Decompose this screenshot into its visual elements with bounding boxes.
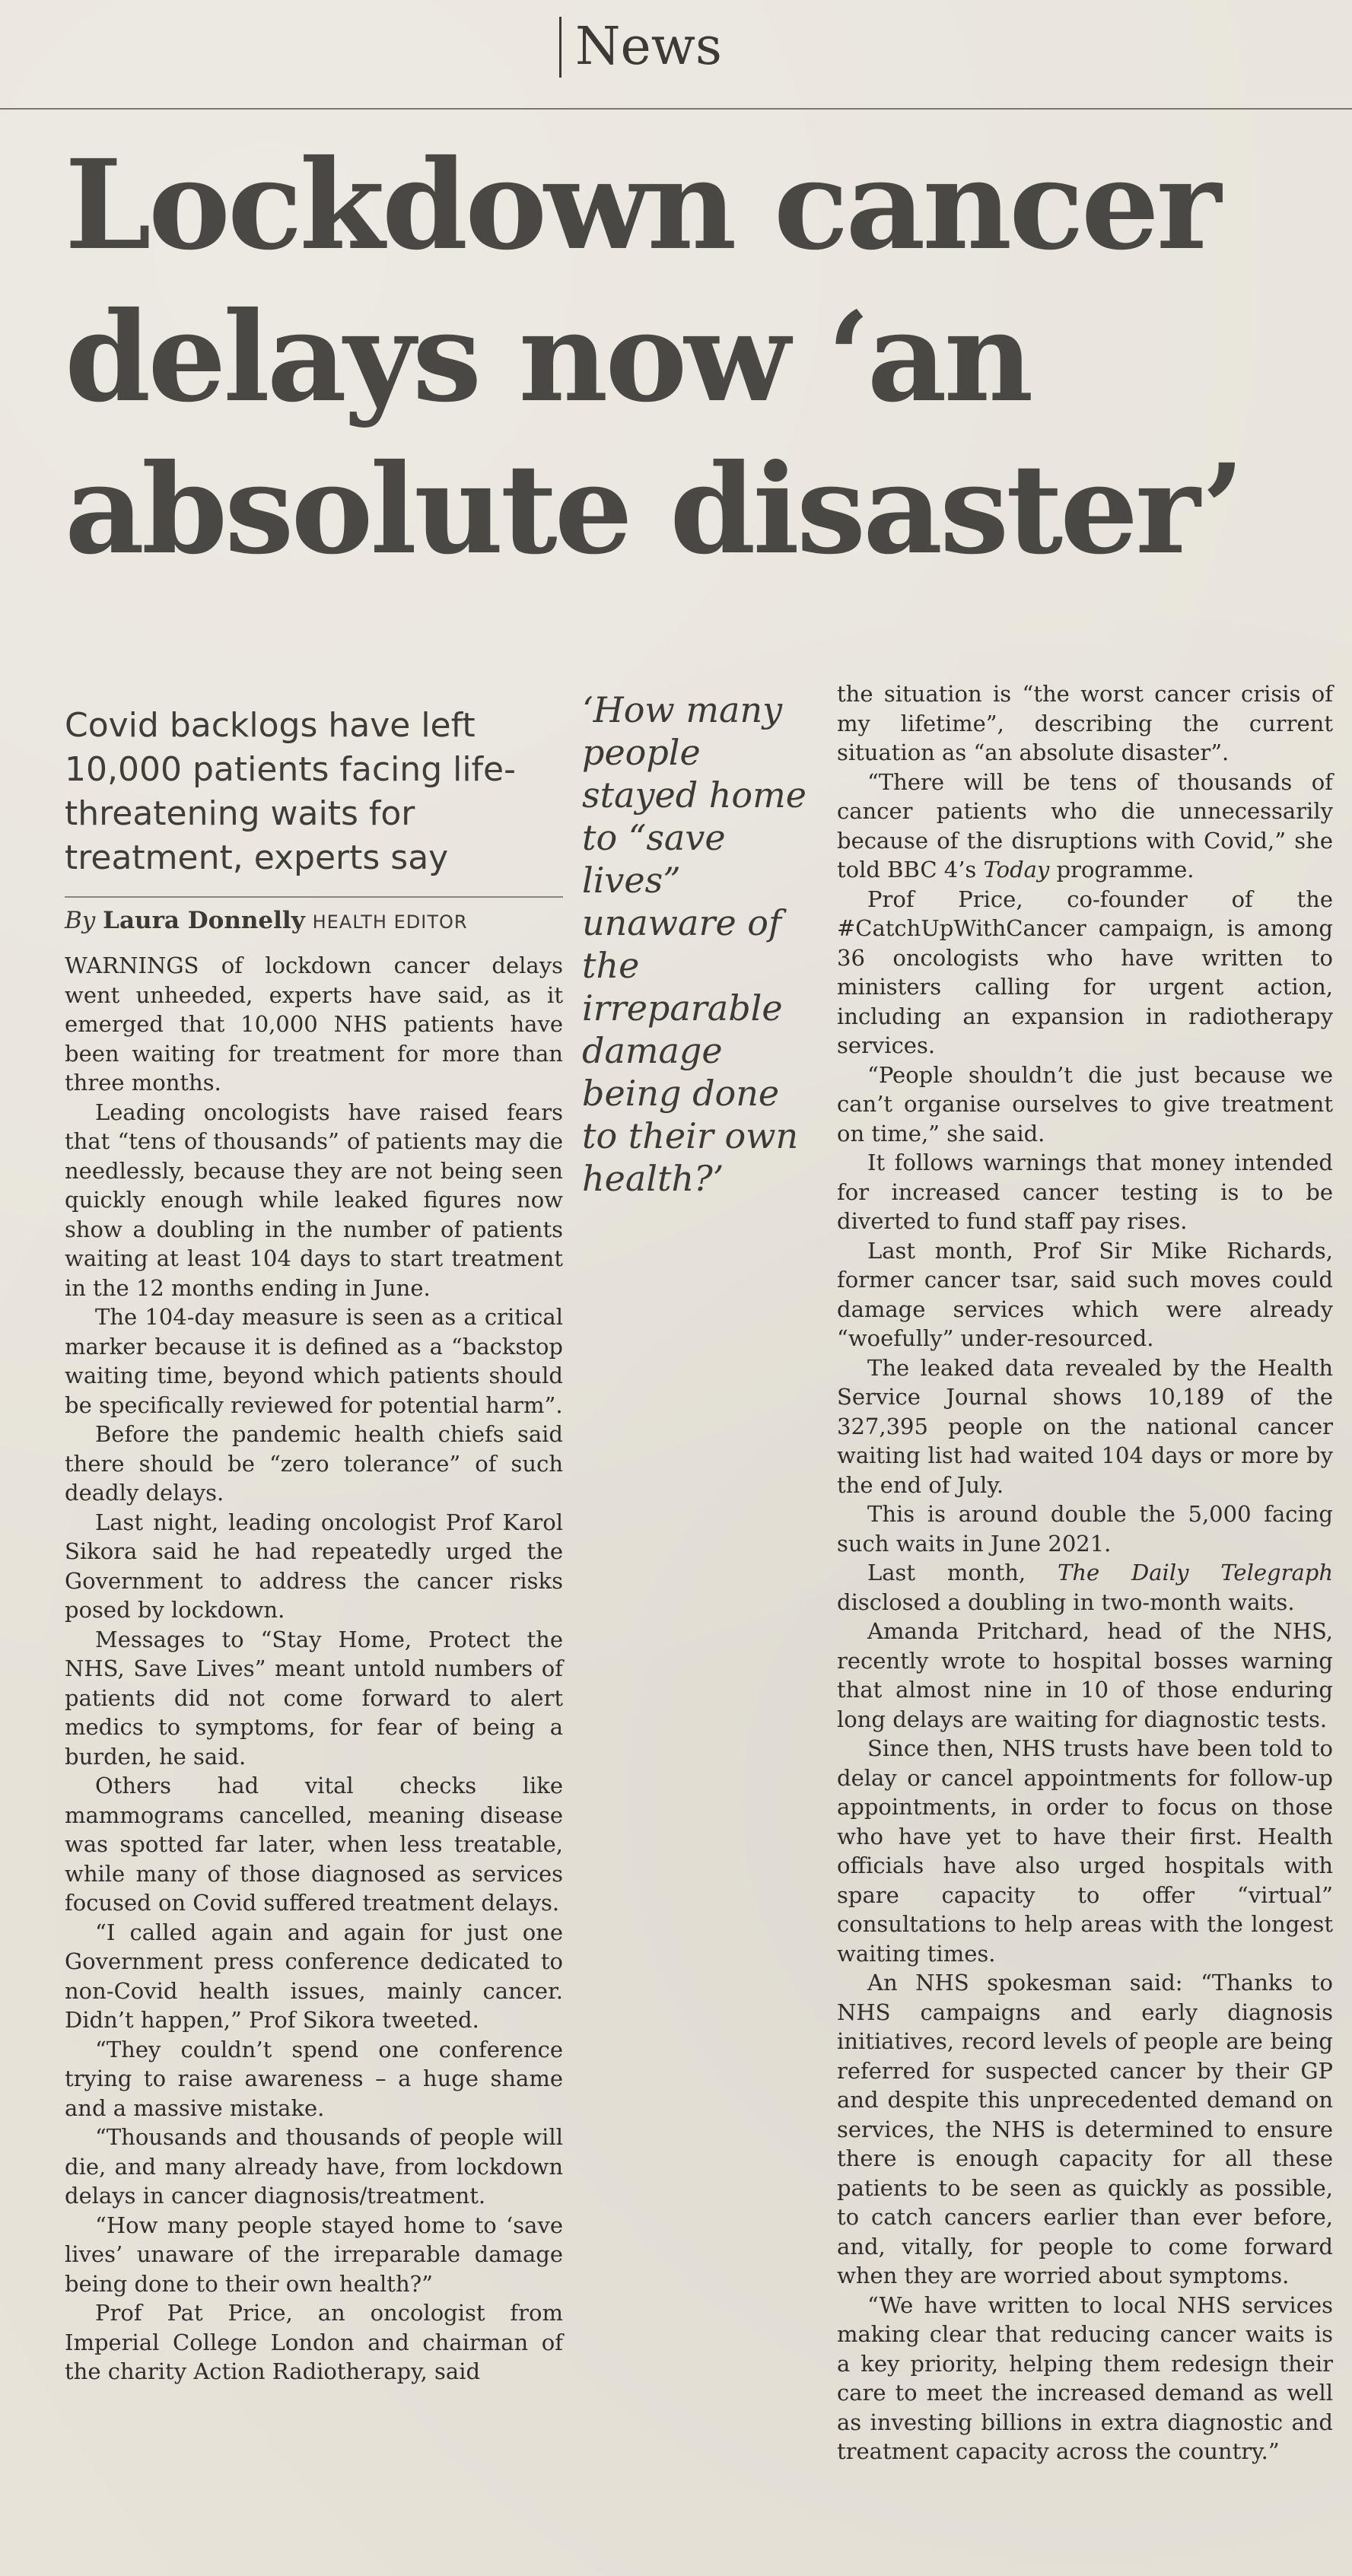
paragraph: The 104-day measure is seen as a critical marker because it is defined as a “backstop waiting time, beyond which patients should be specifically reviewed for potential harm”. bbox=[65, 1304, 563, 1418]
paragraph: Amanda Pritchard, head of the NHS, recently wrote to hospital bosses warning that almost nine in 10 of those enduring long delays are waiting for diagnostic tests. bbox=[837, 1618, 1333, 1732]
programme-name: Today bbox=[983, 857, 1050, 883]
paragraph-text: disclosed a doubling in two-month waits. bbox=[837, 1589, 1295, 1615]
paragraph-text: programme. bbox=[1049, 857, 1195, 883]
header-rule bbox=[0, 108, 1352, 110]
standfirst: Covid backlogs have left 10,000 patients facing life-threatening waits for treatment, experts say bbox=[65, 706, 516, 877]
paragraph: the situation is “the worst cancer crisis of my lifetime”, describing the current situation as “an absolute disaster”. bbox=[837, 681, 1333, 765]
paragraph: Last night, leading oncologist Prof Karol Sikora said he had repeatedly urged the Government to address the cancer risks posed by lockdown. bbox=[65, 1509, 563, 1623]
article-column-1 bbox=[65, 951, 563, 2387]
paragraph: This is around double the 5,000 facing such waits in June 2021. bbox=[837, 1501, 1333, 1557]
newspaper-name: The Daily Telegraph bbox=[1057, 1560, 1333, 1585]
paragraph-text: “There will be tens of thousands of cancer patients who die unnecessarily because of the disruptions with Covid,” she told BBC 4’s bbox=[837, 768, 1333, 883]
article-column-3 bbox=[837, 679, 1333, 2466]
paragraph: Leading oncologists have raised fears that “tens of thousands” of patients may die needlessly, because they are not being seen quickly enough while leaked figures now show a doubling in the number of patients waiting at least 104 days to start treatment in the 12 months ending in June. bbox=[65, 1099, 563, 1301]
paragraph: Others had vital checks like mammograms cancelled, meaning disease was spotted far later, when less treatable, while many of those diagnosed as services focused on Covid suffered treatment delays. bbox=[65, 1773, 563, 1916]
paragraph: “Thousands and thousands of people will die, and many already have, from lockdown delays in cancer diagnosis/treatment. bbox=[65, 2124, 563, 2209]
byline-author: Laura Donnelly bbox=[103, 907, 305, 934]
paragraph: WARNINGS of lockdown cancer delays went unheeded, experts have said, as it emerged that 10,000 NHS patients have been waiting for treatment for more than three months. bbox=[65, 952, 563, 1096]
paragraph: Last month, Prof Sir Mike Richards, former cancer tsar, said such moves could damage services which were already “woefully” under-resourced. bbox=[837, 1237, 1333, 1351]
paragraph: Before the pandemic health chiefs said there should be “zero tolerance” of such deadly delays. bbox=[65, 1421, 563, 1506]
paragraph bbox=[837, 768, 1333, 885]
paragraph: “They couldn’t spend one conference trying to raise awareness – a huge shame and a massive mistake. bbox=[65, 2036, 563, 2121]
paragraph: “How many people stayed home to ‘save lives’ unaware of the irreparable damage being done to their own health?” bbox=[65, 2212, 563, 2297]
paragraph: “We have written to local NHS services making clear that reducing cancer waits is a key priority, helping them redesign their care to meet the increased demand as well as investing billions in extra diagnostic and treatment capacity across the country.” bbox=[837, 2291, 1333, 2464]
pull-quote: ‘How many people stayed home to “save lives” unaware of the irreparable damage being done to their own health?’ bbox=[582, 689, 806, 1199]
paragraph: It follows warnings that money intended for increased cancer testing is to be diverted to fund staff pay rises. bbox=[837, 1150, 1333, 1234]
byline bbox=[65, 905, 559, 937]
paragraph bbox=[837, 1558, 1333, 1617]
paragraph: Prof Pat Price, an oncologist from Imperial College London and chairman of the charity Action Radiotherapy, said bbox=[65, 2300, 563, 2384]
byline-by: By bbox=[65, 907, 96, 934]
paragraph: The leaked data revealed by the Health Service Journal shows 10,189 of the 327,395 people on the national cancer waiting list had waited 104 days or more by the end of July. bbox=[837, 1354, 1333, 1498]
byline-role: HEALTH EDITOR bbox=[312, 911, 468, 933]
section-label: News bbox=[559, 17, 722, 78]
byline-rule bbox=[65, 896, 563, 898]
paragraph: Messages to “Stay Home, Protect the NHS, Save Lives” meant untold numbers of patients did not come forward to alert medics to symptoms, for fear of being a burden, he said. bbox=[65, 1626, 563, 1770]
headline: Lockdown cancer delays now ‘an absolute disaster’ bbox=[65, 133, 1242, 582]
paragraph: “I called again and again for just one Government press conference dedicated to non-Covid health issues, mainly cancer. Didn’t happen,” Prof Sikora tweeted. bbox=[65, 1919, 563, 2033]
paragraph: Since then, NHS trusts have been told to delay or cancel appointments for follow-up appointments, in order to focus on those who have yet to have their first. Health officials have also urged hospitals with spare capacity to offer “virtual” consultations to help areas with the longest waiting times. bbox=[837, 1735, 1333, 1967]
paragraph: “People shouldn’t die just because we can’t organise ourselves to give treatment on time,” she said. bbox=[837, 1061, 1333, 1146]
paragraph-text: Last month, bbox=[867, 1560, 1026, 1585]
paragraph: Prof Price, co-founder of the #CatchUpWithCancer campaign, is among 36 oncologists who have written to ministers calling for urgent action, including an expansion in radiotherapy services. bbox=[837, 886, 1333, 1058]
paragraph: An NHS spokesman said: “Thanks to NHS campaigns and early diagnosis initiatives, record levels of people are being referred for suspected cancer by their GP and despite this unprecedented demand on services, the NHS is determined to ensure there is enough capacity for all these patients to be seen as quickly as possible, to catch cancers earlier than ever before, and, vitally, for people to come forward when they are worried about symptoms. bbox=[837, 1970, 1333, 2288]
